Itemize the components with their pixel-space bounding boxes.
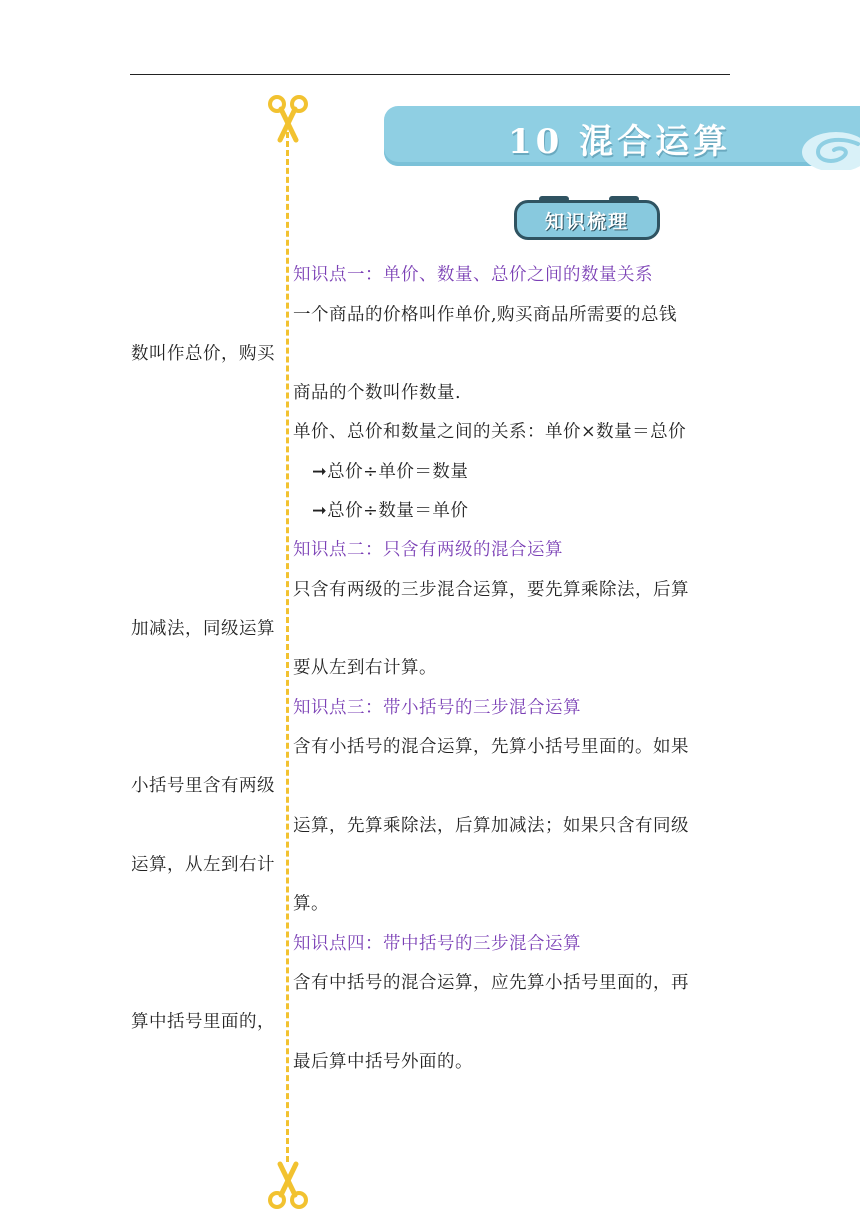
section-badge <box>514 200 660 240</box>
text-line: ➞总价÷数量＝单价 <box>312 501 469 521</box>
knowledge-point-2-heading: 知识点二：只含有两级的混合运算 <box>293 540 563 560</box>
knowledge-point-1-heading: 知识点一：单价、数量、总价之间的数量关系 <box>293 265 653 285</box>
text-line: 单价、总价和数量之间的关系：单价×数量＝总价 <box>293 422 687 442</box>
text-line: 要从左到右计算。 <box>293 658 437 678</box>
title-banner <box>384 106 860 166</box>
cut-line <box>286 132 289 1162</box>
text-line: 运算，先算乘除法，后算加减法；如果只含有同级 <box>293 816 689 836</box>
scissors-icon <box>266 1158 310 1210</box>
text-line: 运算，从左到右计 <box>131 855 275 875</box>
text-line: 最后算中括号外面的。 <box>293 1052 473 1072</box>
text-line: 小括号里含有两级 <box>131 776 275 796</box>
swirl-decoration-icon <box>796 130 860 170</box>
text-line: 数叫作总价，购买 <box>131 344 275 364</box>
text-line: 一个商品的价格叫作单价,购买商品所需要的总钱 <box>293 305 678 325</box>
text-line: 含有中括号的混合运算，应先算小括号里面的，再 <box>293 973 689 993</box>
text-line: 含有小括号的混合运算，先算小括号里面的。如果 <box>293 737 689 757</box>
knowledge-point-3-heading: 知识点三：带小括号的三步混合运算 <box>293 698 581 718</box>
text-line: 商品的个数叫作数量. <box>293 383 462 403</box>
text-line: 算。 <box>293 894 329 914</box>
section-badge-label: 知识梳理 <box>544 211 629 233</box>
knowledge-point-4-heading: 知识点四：带中括号的三步混合运算 <box>293 934 581 954</box>
header-rule <box>130 74 730 75</box>
text-line: 只含有两级的三步混合运算，要先算乘除法，后算 <box>293 580 689 600</box>
text-line: ➞总价÷单价＝数量 <box>312 462 469 482</box>
text-line: 加减法，同级运算 <box>131 619 275 639</box>
text-line: 算中括号里面的， <box>131 1012 275 1032</box>
page-title: 10 混合运算 <box>508 122 732 162</box>
scissors-icon <box>266 94 310 146</box>
